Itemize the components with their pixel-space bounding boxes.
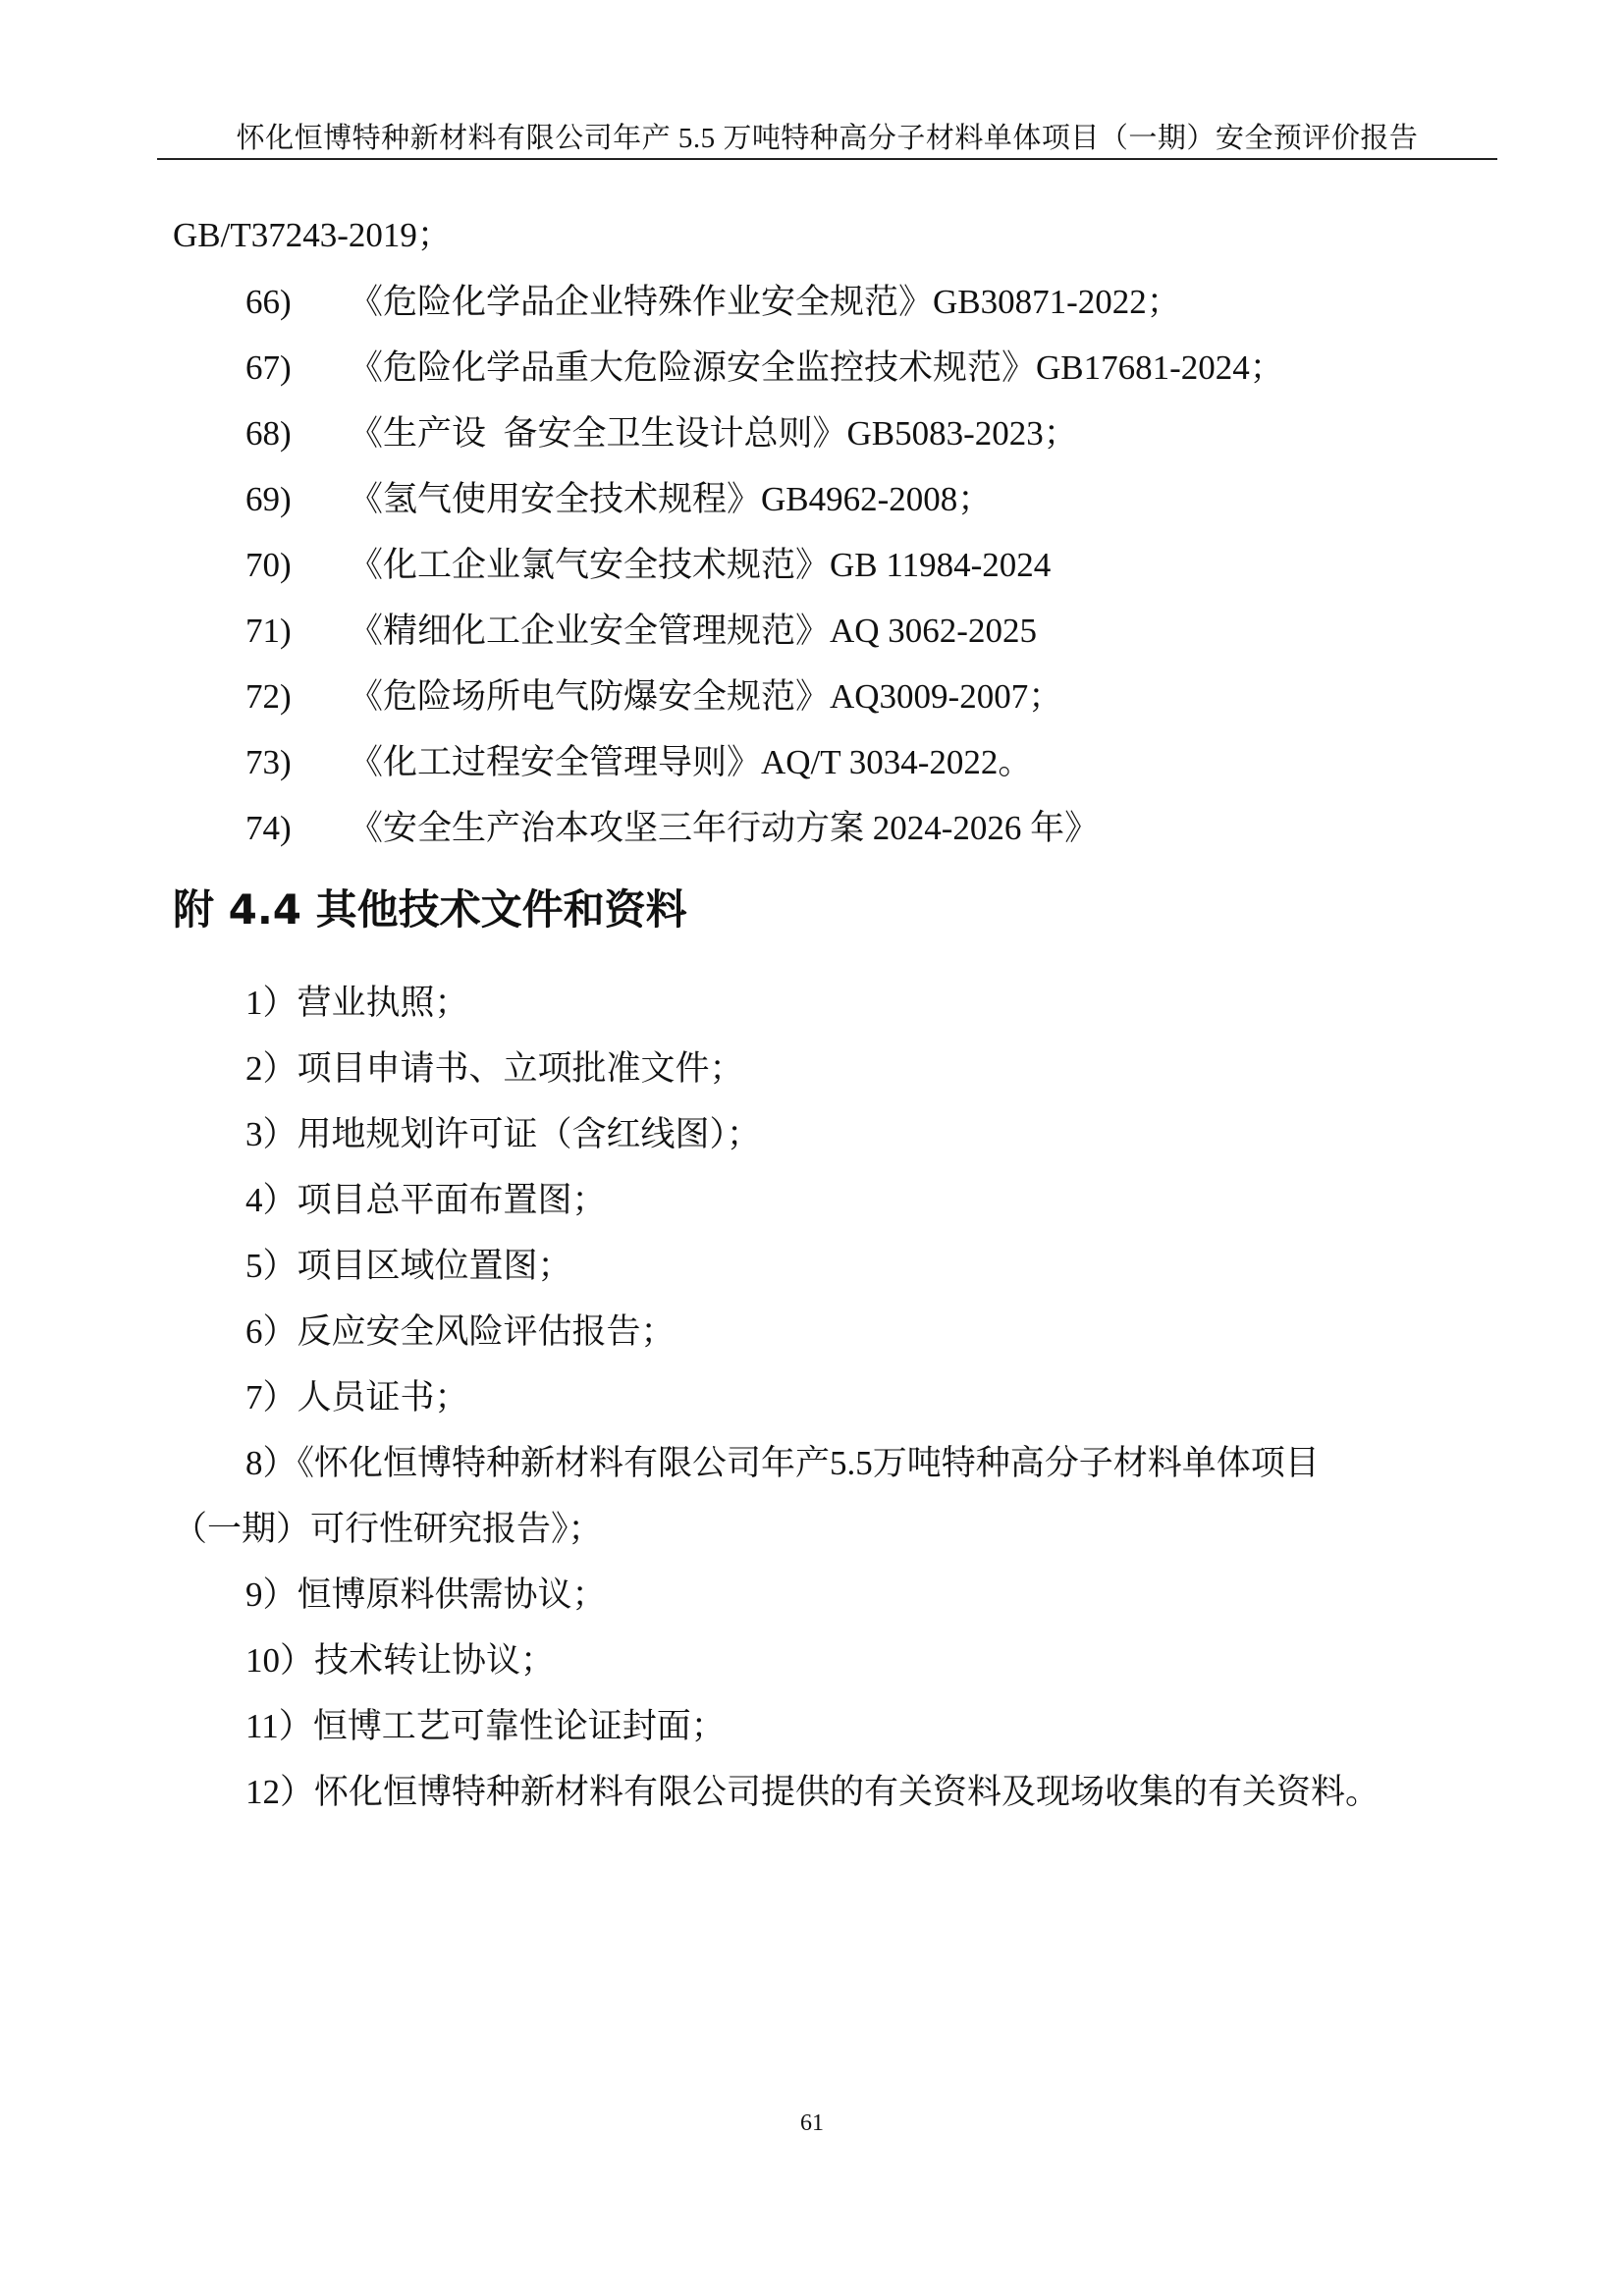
document-item-continuation: （一期）可行性研究报告》； bbox=[173, 1510, 603, 1548]
reference-text: 《氢气使用安全技术规程》GB4962-2008； bbox=[349, 480, 993, 518]
reference-number: 73) bbox=[245, 743, 292, 781]
section-heading: 附 4.4 其他技术文件和资料 bbox=[173, 885, 687, 934]
document-item: 3）用地规划许可证（含红线图）； bbox=[245, 1115, 762, 1153]
reference-number: 72) bbox=[245, 677, 292, 716]
page-number: 61 bbox=[800, 2110, 824, 2136]
reference-text: 《生产设 备安全卫生设计总则》GB5083-2023； bbox=[349, 414, 1078, 453]
document-item: 2）项目申请书、立项批准文件； bbox=[245, 1049, 744, 1088]
reference-number: 70) bbox=[245, 546, 292, 584]
reference-text: 《安全生产治本攻坚三年行动方案 2024-2026 年》 bbox=[349, 809, 1100, 847]
reference-text: 《化工过程安全管理导则》AQ/T 3034-2022。 bbox=[349, 743, 1033, 781]
reference-number: 67) bbox=[245, 348, 292, 387]
reference-text: 《危险化学品重大危险源安全监控技术规范》GB17681-2024； bbox=[349, 348, 1284, 387]
header-rule bbox=[157, 158, 1497, 160]
document-item: 9）恒博原料供需协议； bbox=[245, 1575, 607, 1614]
reference-text: 《化工企业氯气安全技术规范》GB 11984-2024 bbox=[349, 546, 1052, 584]
document-item: 4）项目总平面布置图； bbox=[245, 1181, 607, 1219]
reference-number: 66) bbox=[245, 283, 292, 321]
document-item: 7）人员证书； bbox=[245, 1378, 469, 1416]
reference-number: 69) bbox=[245, 480, 292, 518]
document-item: 10）技术转让协议； bbox=[245, 1641, 556, 1680]
page-header: 怀化恒博特种新材料有限公司年产 5.5 万吨特种高分子材料单体项目（一期）安全预评价报告 bbox=[236, 123, 1419, 154]
document-item: 5）项目区域位置图； bbox=[245, 1247, 572, 1285]
reference-text: 《精细化工企业安全管理规范》AQ 3062-2025 bbox=[349, 612, 1037, 650]
document-item: 1）营业执照； bbox=[245, 984, 469, 1022]
document-item: 8）《怀化恒博特种新材料有限公司年产5.5万吨特种高分子材料单体项目 bbox=[245, 1444, 1320, 1482]
continuation-line: GB/T37243-2019； bbox=[173, 216, 452, 254]
reference-number: 68) bbox=[245, 414, 292, 453]
reference-text: 《危险化学品企业特殊作业安全规范》GB30871-2022； bbox=[349, 283, 1181, 321]
document-item: 11）恒博工艺可靠性论证封面； bbox=[245, 1707, 726, 1745]
reference-number: 74) bbox=[245, 809, 292, 847]
document-item: 12）怀化恒博特种新材料有限公司提供的有关资料及现场收集的有关资料。 bbox=[245, 1773, 1380, 1811]
document-item: 6）反应安全风险评估报告； bbox=[245, 1312, 676, 1351]
reference-text: 《危险场所电气防爆安全规范》AQ3009-2007； bbox=[349, 677, 1063, 716]
reference-number: 71) bbox=[245, 612, 292, 650]
